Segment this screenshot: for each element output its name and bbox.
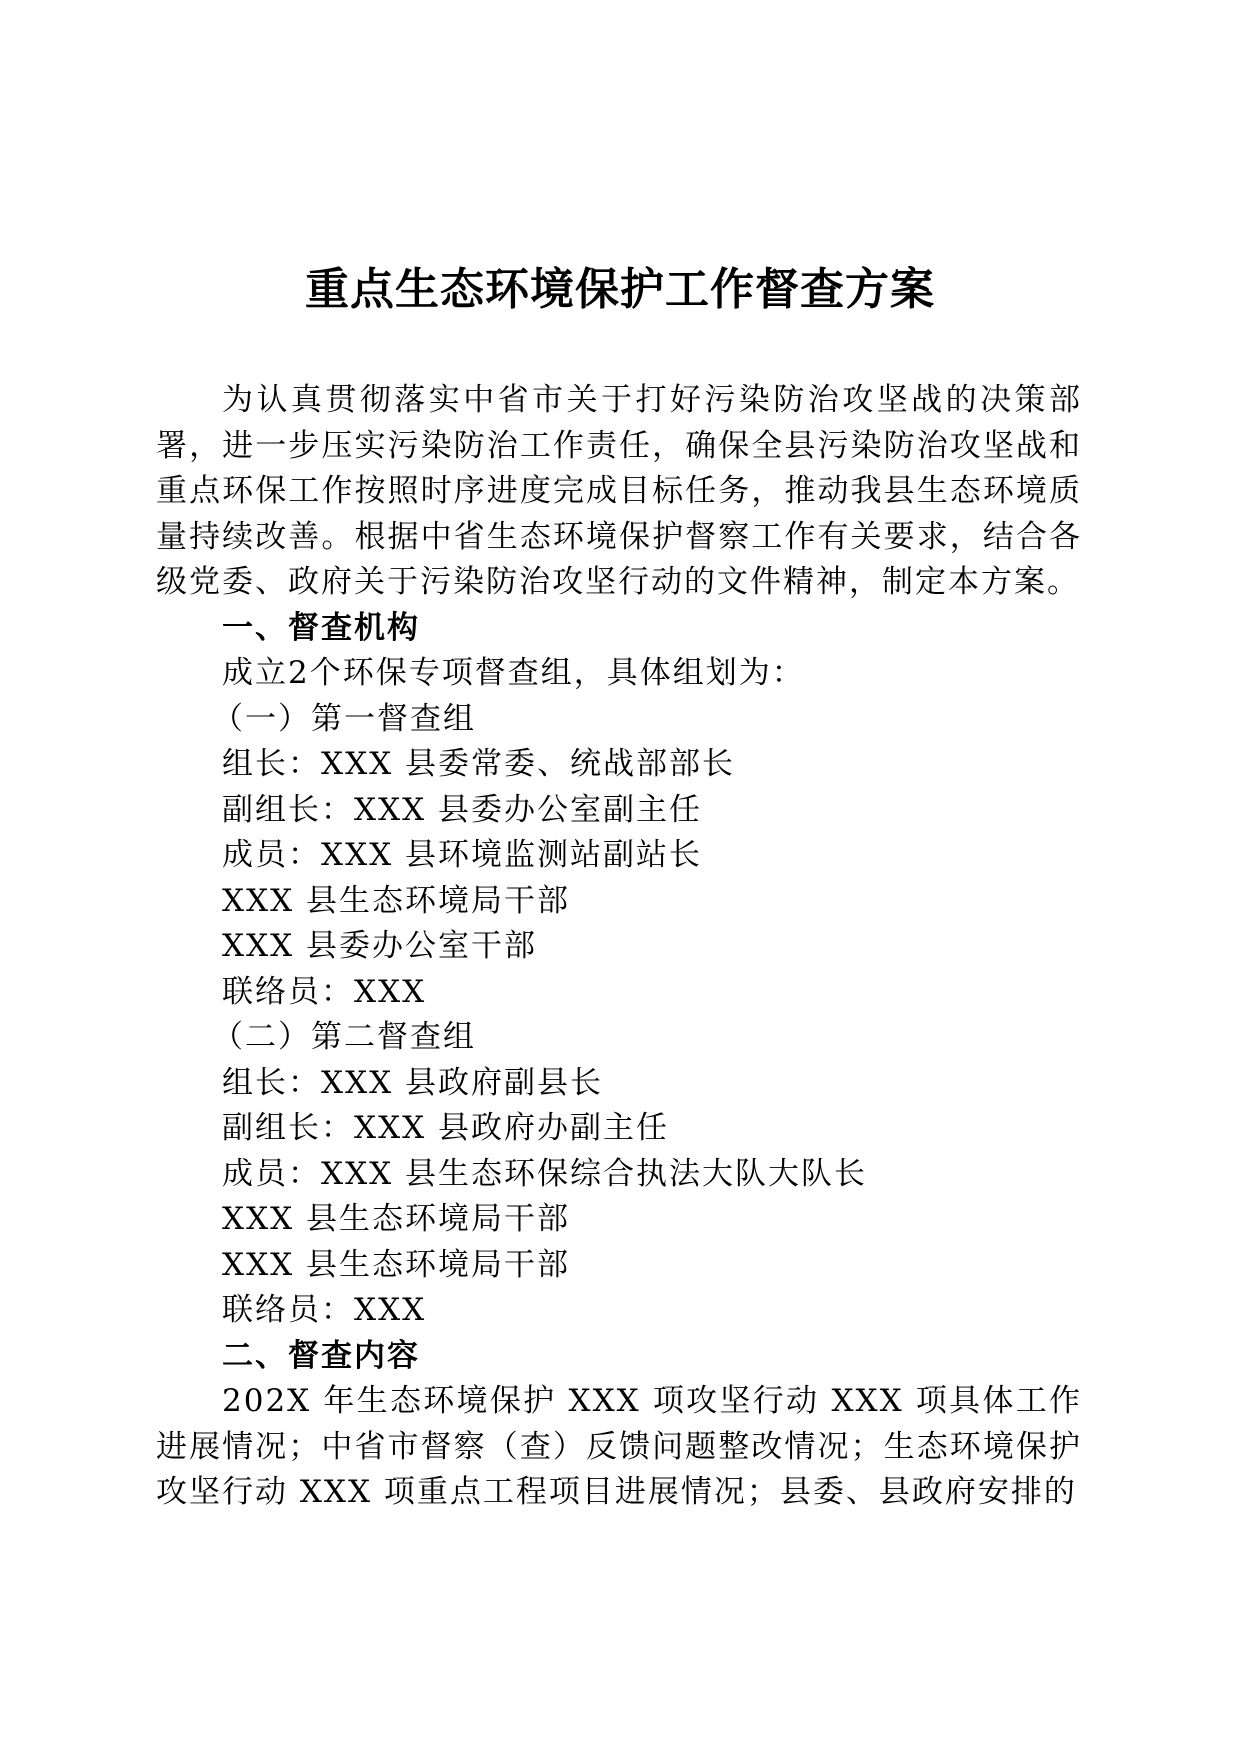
group1-member: XXX 县委办公室干部 — [222, 928, 538, 964]
document-body — [156, 378, 1082, 1516]
group2-leader: 组长：XXX 县政府副县长 — [222, 1064, 604, 1101]
section-heading-supervision-agency: 一、督查机构 — [222, 609, 420, 646]
group2-member: XXX 县生态环境局干部 — [222, 1201, 571, 1237]
group1-member: XXX 县生态环境局干部 — [222, 882, 571, 919]
intro-paragraph: 为认真贯彻落实中省市关于打好污染防治攻坚战的决策部署，进一步压实污染防治工作责任，确保全县污染防治攻坚战和重点环保工作按照时序进度完成目标任务，推动我县生态环境质量持续改善。根据中省生态环境保护督察工作有关要求，结合各级党委、政府关于污染防治攻坚行动的文件精神，制定本方案。 — [156, 382, 1082, 600]
group1-leader: 组长：XXX 县委常委、统战部部长 — [222, 746, 736, 782]
section-heading-supervision-content: 二、督查内容 — [222, 1337, 420, 1374]
group2-liaison: 联络员：XXX — [222, 1292, 427, 1328]
content-paragraph: 202X 年生态环境保护 XXX 项攻坚行动 XXX 项具体工作进展情况；中省市督察（查）反馈问题整改情况；生态环境保护攻坚行动 XXX 项重点工程项目进展情况；县委、县政府安排的 — [156, 1383, 1082, 1510]
group2-member: 成员：XXX 县生态环保综合执法大队大队长 — [222, 1155, 868, 1192]
group1-member: 成员：XXX 县环境监测站副站长 — [222, 837, 703, 873]
group1-deputy-leader: 副组长：XXX 县委办公室副主任 — [222, 791, 703, 828]
group1-liaison: 联络员：XXX — [222, 973, 427, 1010]
group2-member: XXX 县生态环境局干部 — [222, 1246, 571, 1283]
groups-summary: 成立2个环保专项督查组，具体组划为： — [222, 655, 805, 691]
document-title: 重点生态环境保护工作督查方案 — [305, 264, 935, 315]
group1-heading: （一）第一督查组 — [212, 700, 476, 737]
group2-heading: （二）第二督查组 — [212, 1019, 476, 1055]
group2-deputy-leader: 副组长：XXX 县政府办副主任 — [222, 1110, 670, 1146]
